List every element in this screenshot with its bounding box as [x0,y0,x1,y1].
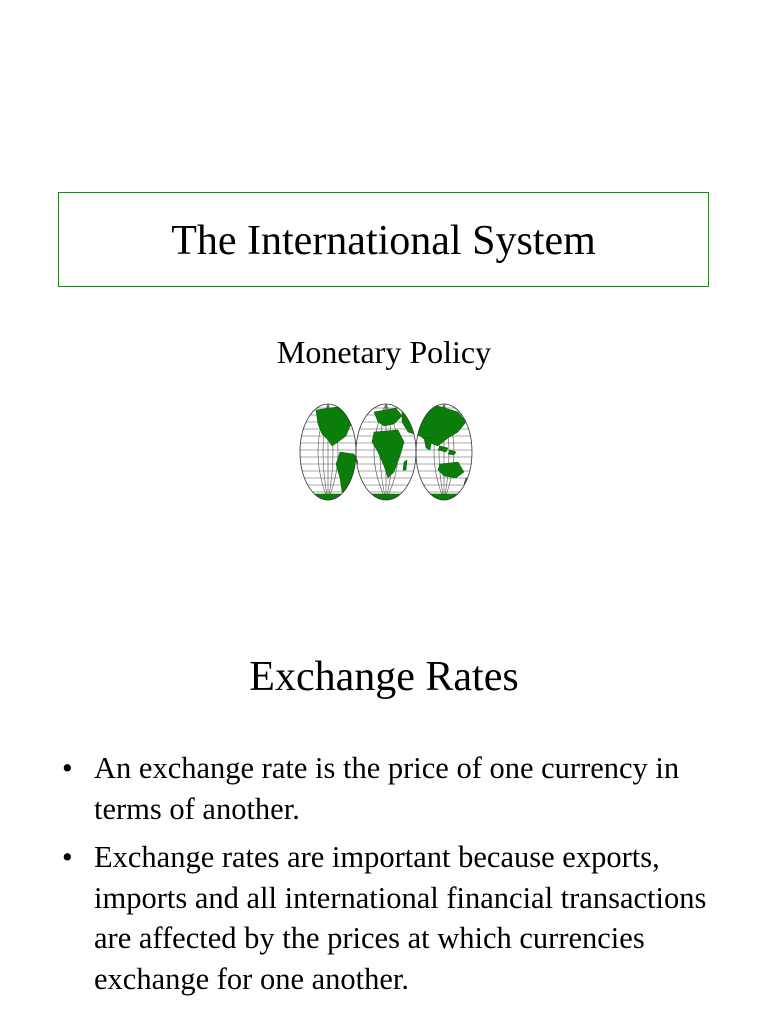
bullet-marker: • [62,840,73,874]
content-slide [0,576,768,1024]
title-box [58,192,709,287]
bullet-text: Exchange rates are important because exports, imports and all international financial transactions are affected by the prices at which currencies exchange for one another. [94,840,707,996]
bullet-list [62,748,712,1007]
slide-title: The International System [171,217,596,264]
list-item [62,837,712,999]
list-item [62,748,712,829]
bullet-marker: • [62,751,73,785]
slide-subtitle: Monetary Policy [276,334,492,370]
bullet-text: An exchange rate is the price of one currency in terms of another. [94,751,680,826]
slide-heading: Exchange Rates [249,654,519,700]
world-map-icon [298,402,474,502]
